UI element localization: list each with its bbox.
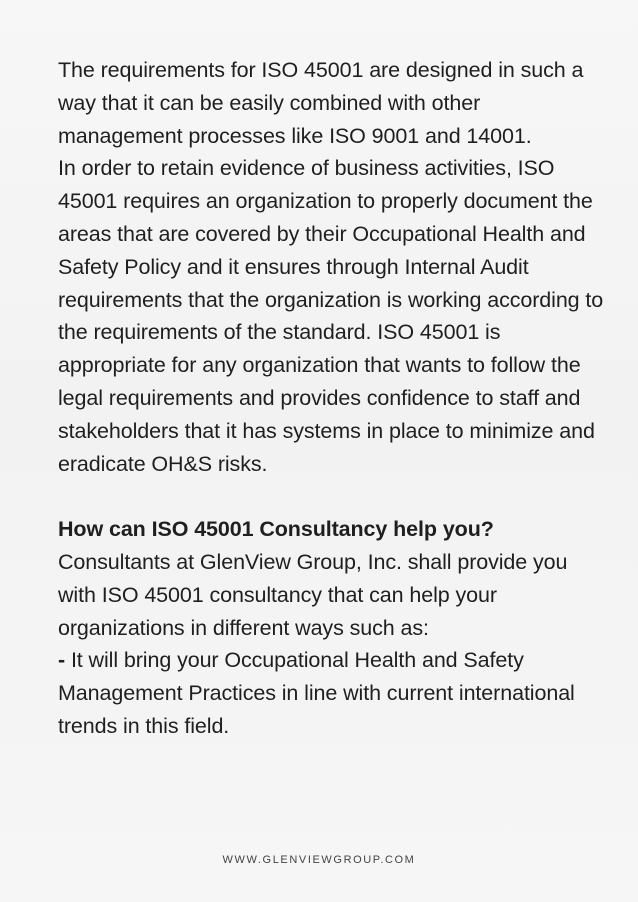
footer-website: WWW.GLENVIEWGROUP.COM xyxy=(222,854,416,866)
body-text xyxy=(58,54,608,743)
section-heading: How can ISO 45001 Consultancy help you? xyxy=(58,517,494,542)
bullet-text: It will bring your Occupational Health and Safety Management Practices in line with current international trends in this field. xyxy=(58,648,575,738)
bullet-marker: - xyxy=(58,648,66,673)
paragraph-spacer xyxy=(58,480,608,513)
bullet-item xyxy=(58,644,608,742)
paragraph-consultants: Consultants at GlenView Group, Inc. shall provide you with ISO 45001 consultancy that can help your organizations in different ways such as: xyxy=(58,549,568,640)
paragraph-evidence-requirements: In order to retain evidence of business activities, ISO 45001 requires an organization to properly document the areas that are covered by their Occupational Health and Safety Policy and it ensures through Internal Audit requirements that the organization is working according to the requirements of the standard. ISO 45001 is appropriate for any organization that wants to follow the legal requirements and provides confidence to staff and stakeholders that it has systems in place to minimize and eradicate OH&S risks. xyxy=(58,156,604,476)
paragraph-iso-integration: The requirements for ISO 45001 are designed in such a way that it can be easily combined with other management processes like ISO 9001 and 14001. xyxy=(58,58,584,148)
